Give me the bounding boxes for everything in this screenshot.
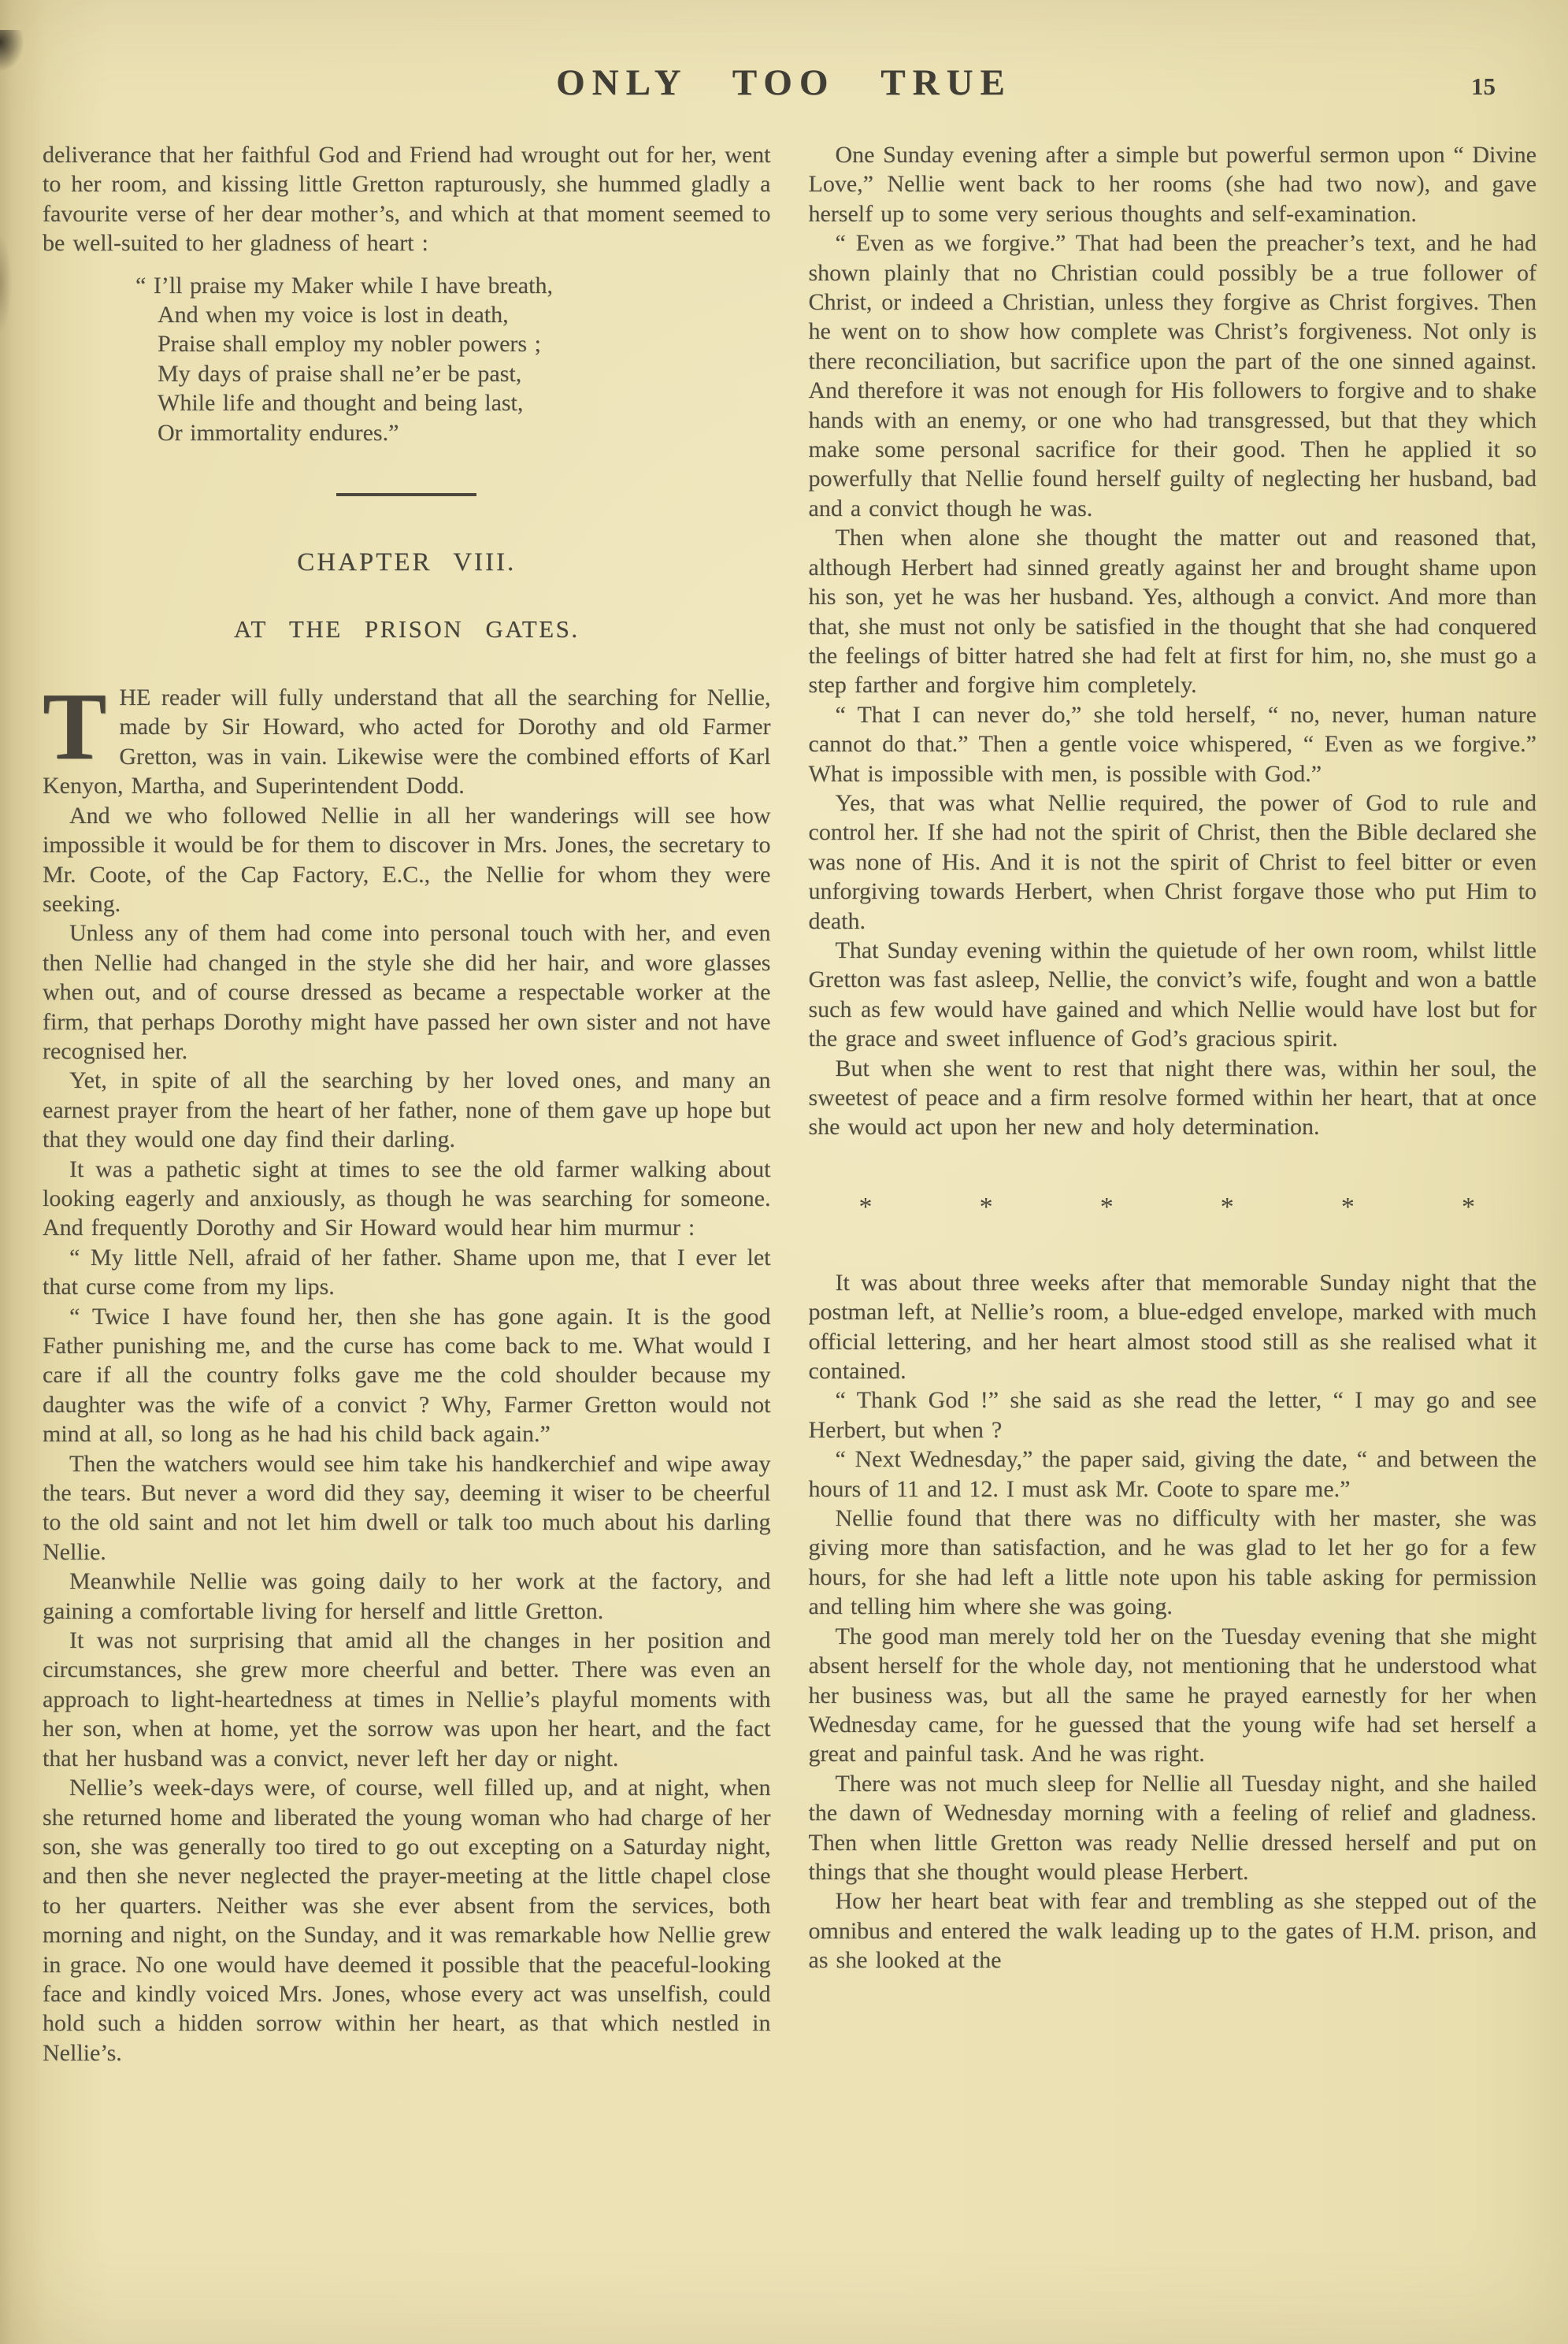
scan-artifact-edge — [0, 236, 11, 331]
asterisk: * — [1220, 1192, 1234, 1222]
paragraph: “ My little Nell, afraid of her father. Shame upon me, that I ever let that curse come from my lips. — [43, 1244, 771, 1300]
right-column — [809, 140, 1537, 2068]
poem-line: My days of praise shall ne’er be past, — [158, 360, 522, 387]
paragraph: Then when alone she thought the matter out and reasoned that, although Herbert had sinned greatly against her and brought shame upon his son, yet he was her husband. Yes, although a convict. And more than that, she must not only be satisfied in the thought that she had conquered the feelings of bitter hatred she had felt at first for him, no, she must go a step farther and forgive him completely. — [808, 525, 1536, 699]
asterisk: * — [1340, 1192, 1355, 1222]
paragraph: That Sunday evening within the quietude of her own room, whilst little Gretton was fast asleep, Nellie, the convict’s wife, fought and won a battle such as few would have gained and which Nellie would have lost but for the grace and sweet influence of God’s gracious spirit. — [808, 936, 1536, 1052]
paragraph: Then the watchers would see him take his handkerchief and wipe away the tears. But never a word did they say, deeming it wiser to be cheerful to the old saint and not let him dwell or talk too much about his darling Nellie. — [43, 1450, 771, 1565]
asterisk: * — [1461, 1192, 1475, 1222]
paragraph: Yet, in spite of all the searching by her loved ones, and many an earnest prayer from the heart of her father, none of them gave up hope but that they would one day find their darling. — [43, 1067, 771, 1153]
hymn-verse — [135, 271, 771, 447]
paragraph: “ Thank God !” she said as she read the letter, “ I may go and see Herbert, but when ? — [808, 1387, 1536, 1443]
paragraph: Unless any of them had come into personal touch with her, and even then Nellie had changed in the style she did her hair, and wore glasses when out, and of course dressed as became a respectable worker at the firm, that perhaps Dorothy might have passed her own sister and not have recognised her. — [43, 920, 771, 1064]
section-divider-rule — [336, 493, 476, 496]
paragraph: “ That I can never do,” she told herself, “ no, never, human nature cannot do that.” Then a gentle voice whispered, “ Even as we forgive.” What is impossible with men, is possible with God.” — [808, 701, 1536, 787]
paragraph: There was not much sleep for Nellie all Tuesday night, and she hailed the dawn of Wednesday morning with a feeling of relief and gladness. Then when little Gretton was ready Nellie dressed herself and put on things that she thought would please Herbert. — [808, 1770, 1536, 1885]
running-title: ONLY TOO TRUE — [556, 62, 1012, 103]
paragraph: One Sunday evening after a simple but powerful sermon upon “ Divine Love,” Nellie went back to her rooms (she had two now), and gave herself up to some very serious thoughts and self-examination. — [808, 142, 1536, 227]
paragraph: How her heart beat with fear and trembling as she stepped out of the omnibus and entered the walk leading up to the gates of H.M. prison, and as she looked at the — [808, 1888, 1536, 1974]
asterisk: * — [1099, 1192, 1114, 1222]
poem-line: And when my voice is lost in death, — [158, 302, 509, 328]
paragraph: “ Next Wednesday,” the paper said, giving the date, “ and between the hours of 11 and 12. I must ask Mr. Coote to spare me.” — [808, 1446, 1536, 1502]
paragraph: “ Twice I have found her, then she has gone again. It is the good Father punishing me, and the curse has come back to me. What would I care if all the country folks gave me the cold shoulder because my daughter was the wife of a convict ? Why, Farmer Gretton would not mind at all, so long as he had his child back again.” — [43, 1303, 771, 1448]
paragraph: It was about three weeks after that memorable Sunday night that the postman left, at Nellie’s room, a blue-edged envelope, marked with much official lettering, and her heart almost stood still as she realised what it contained. — [808, 1269, 1536, 1385]
section-break-asterisks — [859, 1192, 1476, 1222]
poem-line: While life and thought and being last, — [158, 390, 524, 417]
page-number: 15 — [1471, 72, 1496, 100]
asterisk: * — [979, 1192, 993, 1222]
paragraph: It was not surprising that amid all the changes in her position and circumstances, she grew more cheerful and better. There was even an approach to light-heartedness at times in Nellie’s playful moments with her son, when at home, yet the sorrow was upon her heart, and the fact that her husband was a convict, never left her day or night. — [43, 1627, 771, 1771]
paragraph-text: HE reader will fully understand that all the searching for Nellie, made by Sir Howard, who acted for Dorothy and old Farmer Gretton, was in vain. Likewise were the combined efforts of Karl Kenyon, Martha, and Superintendent Dodd. — [43, 684, 771, 799]
paragraph: And we who followed Nellie in all her wanderings will see how impossible it would be for them to discover in Mrs. Jones, the secretary to Mr. Coote, of the Cap Factory, E.C., the Nellie for whom they were seeking. — [43, 802, 771, 917]
paragraph: Yes, that was what Nellie required, the power of God to rule and control her. If she had not the spirit of Christ, then the Bible declared she was none of His. And it is not the spirit of Christ to feel bitter or even unforgiving towards Herbert, when Christ forgave those who put Him to death. — [808, 789, 1536, 934]
bottom-margin — [0, 2068, 1568, 2131]
dropcap-letter: T — [43, 673, 107, 781]
chapter-heading: CHAPTER VIII. — [297, 548, 517, 577]
asterisk: * — [858, 1192, 873, 1222]
paragraph: “ Even as we forgive.” That had been the preacher’s text, and he had shown plainly that no Christian could possibly be a true follower of Christ, or indeed a Christian, unless they forgive as Christ forgives. Then he went on to show how complete was Christ’s forgiveness. Not only is there reconciliation, but sacrifice upon the part of the one sinned against. And therefore it was not enough for His followers to forgive and to shake hands with an enemy, or one who had transgressed, but that they which make some personal sacrifice for their good. Then he applied it so powerfully that Nellie found herself guilty of neglecting her husband, bad and a convict though he was. — [808, 230, 1536, 521]
paragraph: Nellie’s week-days were, of course, well filled up, and at night, when she returned home and liberated the young woman who had charge of her son, she was generally too tired to go out excepting on a Saturday night, and then she never neglected the prayer-meeting at the little chapel close to her quarters. Neither was she ever absent from the services, both morning and night, on the Sunday, and it was remarkable how Nellie grew in grace. No one would have deemed it possible that the peaceful-looking face and kindly voiced Mrs. Jones, whose every act was unselfish, could hold such a hidden sorrow within her heart, as that which nestled in Nellie’s. — [43, 1775, 771, 2066]
paragraph: Meanwhile Nellie was going daily to her work at the factory, and gaining a comfortable living for herself and little Gretton. — [43, 1568, 771, 1624]
dropcap-paragraph — [43, 673, 771, 801]
intro-paragraph: deliverance that her faithful God and Friend had wrought out for her, went to her room, and kissing little Gretton rapturously, she hummed gladly a favourite verse of her dear mother’s, and which at that moment seemed to be well-suited to her gladness of heart : — [43, 142, 771, 257]
poem-line: “ I’ll praise my Maker while I have breath, — [135, 272, 553, 299]
chapter-subheading: AT THE PRISON GATES. — [233, 615, 580, 643]
left-column — [43, 140, 771, 2068]
paragraph: The good man merely told her on the Tuesday evening that she might absent herself for the whole day, not mentioning that he understood what her business was, but all the same he prayed earnestly for her when Wednesday came, for he guessed that the young wife had set herself a great and painful task. And he was right. — [808, 1623, 1536, 1767]
page-header — [0, 0, 1568, 118]
two-column-text — [0, 118, 1568, 2068]
paragraph: Nellie found that there was no difficulty with her master, she was giving more than satisfaction, and he was glad to let her go for a few hours, for she had left a little note upon his table asking for permission and telling him where she was going. — [808, 1505, 1536, 1620]
paragraph: It was a pathetic sight at times to see the old farmer walking about looking eagerly and anxiously, as though he was searching for someone. And frequently Dorothy and Sir Howard would hear him murmur : — [43, 1155, 771, 1241]
paragraph: But when she went to rest that night there was, within her soul, the sweetest of peace and a firm resolve formed within her heart, that at once she would act upon her new and holy determination. — [808, 1055, 1536, 1140]
poem-line: Or immortality endures.” — [158, 419, 399, 446]
poem-line: Praise shall employ my nobler powers ; — [158, 331, 541, 358]
